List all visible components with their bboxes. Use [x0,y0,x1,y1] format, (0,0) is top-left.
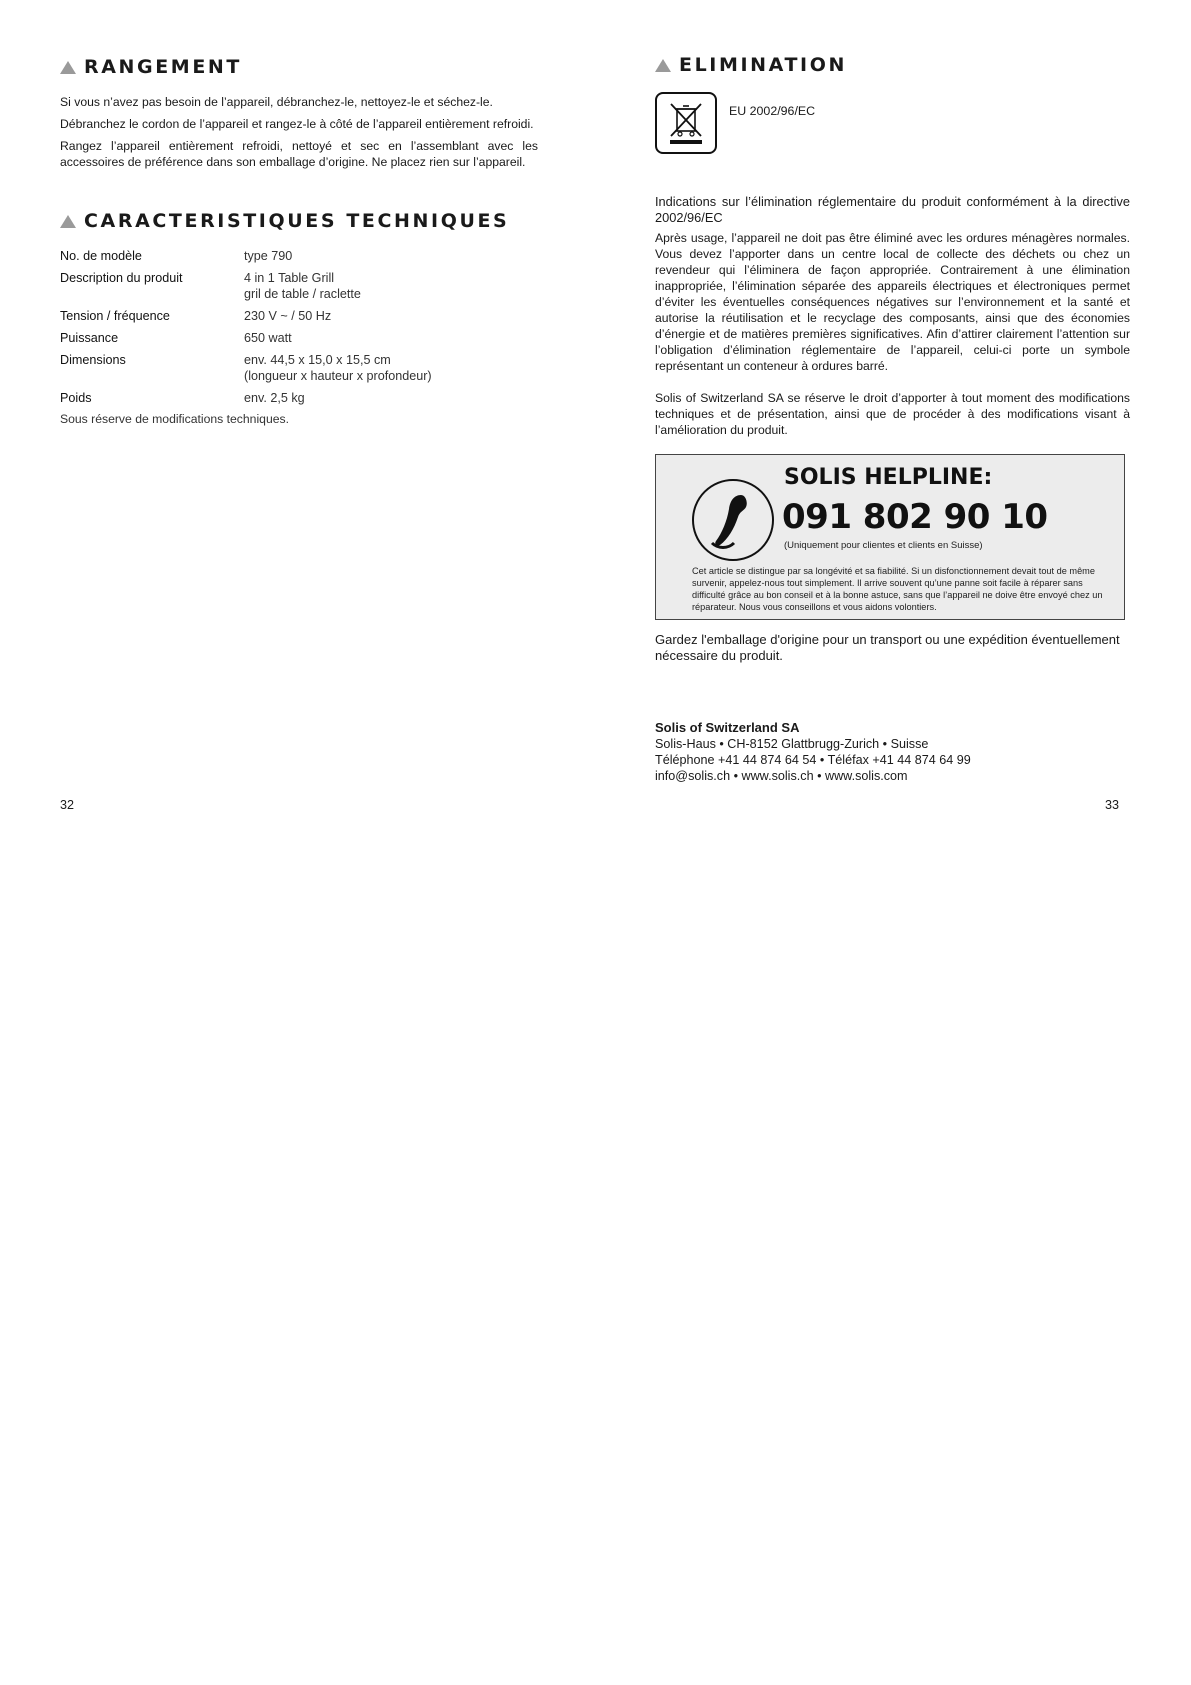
spec-label: No. de modèle [60,249,142,263]
company-address: Solis-Haus • CH-8152 Glattbrugg-Zurich • Suisse [655,737,929,751]
keep-packaging-note: Gardez l'emballage d'origine pour un transport ou une expédition éventuellement nécessaire du produit. [655,632,1120,663]
spec-row [60,270,538,302]
spec-value [244,308,538,324]
elimination-body: Après usage, l’appareil ne doit pas être éliminé avec les ordures ménagères normales. Vous devez l’apporter dans un centre local de collecte des déchets ou chez un revendeur qui l’éliminera de façon appropriée. Contrairement à une élimination inappropriée, l’élimination séparée des appareils électriques et électroniques permet d’éviter les éventuelles conséquences négatives sur l’environnement et la santé et autorise la réutilisation et le recyclage des composants, ainsi que des économies d’énergie et de matières premières significatives. Afin d’attirer clairement l’attention sur l’obligation d’élimination réglementaire de l’appareil, celui-ci porte un symbole représentant un conteneur à ordures barré. [655,231,1130,373]
page-number-right: 33 [1105,798,1120,812]
tech-heading [60,210,538,232]
rangement-paragraph-2: Débranchez le cordon de l’appareil et rangez-le à côté de l’appareil entièrement refroidi. [60,117,534,131]
company-name: Solis of Switzerland SA [655,720,800,735]
rangement-heading [60,56,538,78]
spec-value-line: type 790 [244,249,293,263]
company-phone: Téléphone +41 44 874 64 54 • Téléfax +41 44 874 64 99 [655,753,971,767]
spec-value [244,248,538,264]
page-number-left: 32 [60,798,75,812]
spec-value-line: env. 44,5 x 15,0 x 15,5 cm [244,353,391,367]
spec-value [244,270,538,302]
helpline-box [655,454,1125,620]
spec-label: Tension / fréquence [60,309,170,323]
elimination-subheading: Indications sur l’élimination réglementaire du produit conformément à la directive 2002/96/EC [655,194,1130,225]
helpline-subtitle: (Uniquement pour clientes et clients en Suisse) [784,540,983,551]
helpline-title: SOLIS HELPLINE: [784,465,993,490]
rangement-paragraph-1: Si vous n’avez pas besoin de l’appareil, débranchez-le, nettoyez-le et séchez-le. [60,95,493,109]
spec-value-line: 4 in 1 Table Grill [244,271,335,285]
spec-row [60,352,538,384]
elimination-title: ELIMINATION [679,54,847,76]
directive-label: EU 2002/96/EC [729,104,816,118]
spec-label: Poids [60,391,92,405]
left-column [60,56,538,426]
spec-table [60,248,538,426]
elimination-heading [655,54,1130,76]
spec-value [244,390,538,406]
spec-row [60,308,538,324]
triangle-icon [655,59,671,72]
tech-title: CARACTERISTIQUES TECHNIQUES [84,210,510,232]
spec-value [244,352,538,384]
crossed-bin-icon [655,92,717,154]
reserve-paragraph: Solis of Switzerland SA se réserve le droit d’apporter à tout moment des modifications techniques et de présentation, ainsi que de procéder à des modifications visant à l’amélioration du produit. [655,391,1130,437]
telephone-icon [692,479,774,561]
rangement-title: RANGEMENT [84,56,242,78]
right-column [655,54,1130,784]
helpline-phone: 091 802 90 10 [782,497,1048,537]
rangement-paragraph-3: Rangez l’appareil entièrement refroidi, nettoyé et sec en l’assemblant avec les accessoires de préférence dans son emballage d’origine. Ne placez rien sur l’appareil. [60,139,538,169]
spec-value-line: gril de table / raclette [244,287,361,301]
spec-value-line: 230 V ~ / 50 Hz [244,309,332,323]
triangle-icon [60,215,76,228]
spec-label: Description du produit [60,271,183,285]
triangle-icon [60,61,76,74]
spec-row [60,330,538,346]
spec-value-line: (longueur x hauteur x profondeur) [244,369,432,383]
spec-value-line: 650 watt [244,331,292,345]
spec-value [244,330,538,346]
spec-row [60,390,538,406]
spec-label: Dimensions [60,353,126,367]
company-web: info@solis.ch • www.solis.ch • www.solis.com [655,769,908,783]
spec-row [60,248,538,264]
company-block [655,720,1130,784]
spec-label: Puissance [60,331,119,345]
helpline-body: Cet article se distingue par sa longévité et sa fiabilité. Si un disfonctionnement devait tout de même survenir, appelez-nous tout simplement. Il arrive souvent qu’une panne soit facile à réparer sans difficulté grâce au bon conseil et à la bonne astuce, sans que l’appareil ne doive être envoyé chez un réparateur. Nous vous conseillons et vous aidons volontiers. [692,566,1103,612]
spec-value-line: env. 2,5 kg [244,391,305,405]
spec-note: Sous réserve de modifications techniques. [60,412,289,426]
weee-block [655,92,1130,154]
